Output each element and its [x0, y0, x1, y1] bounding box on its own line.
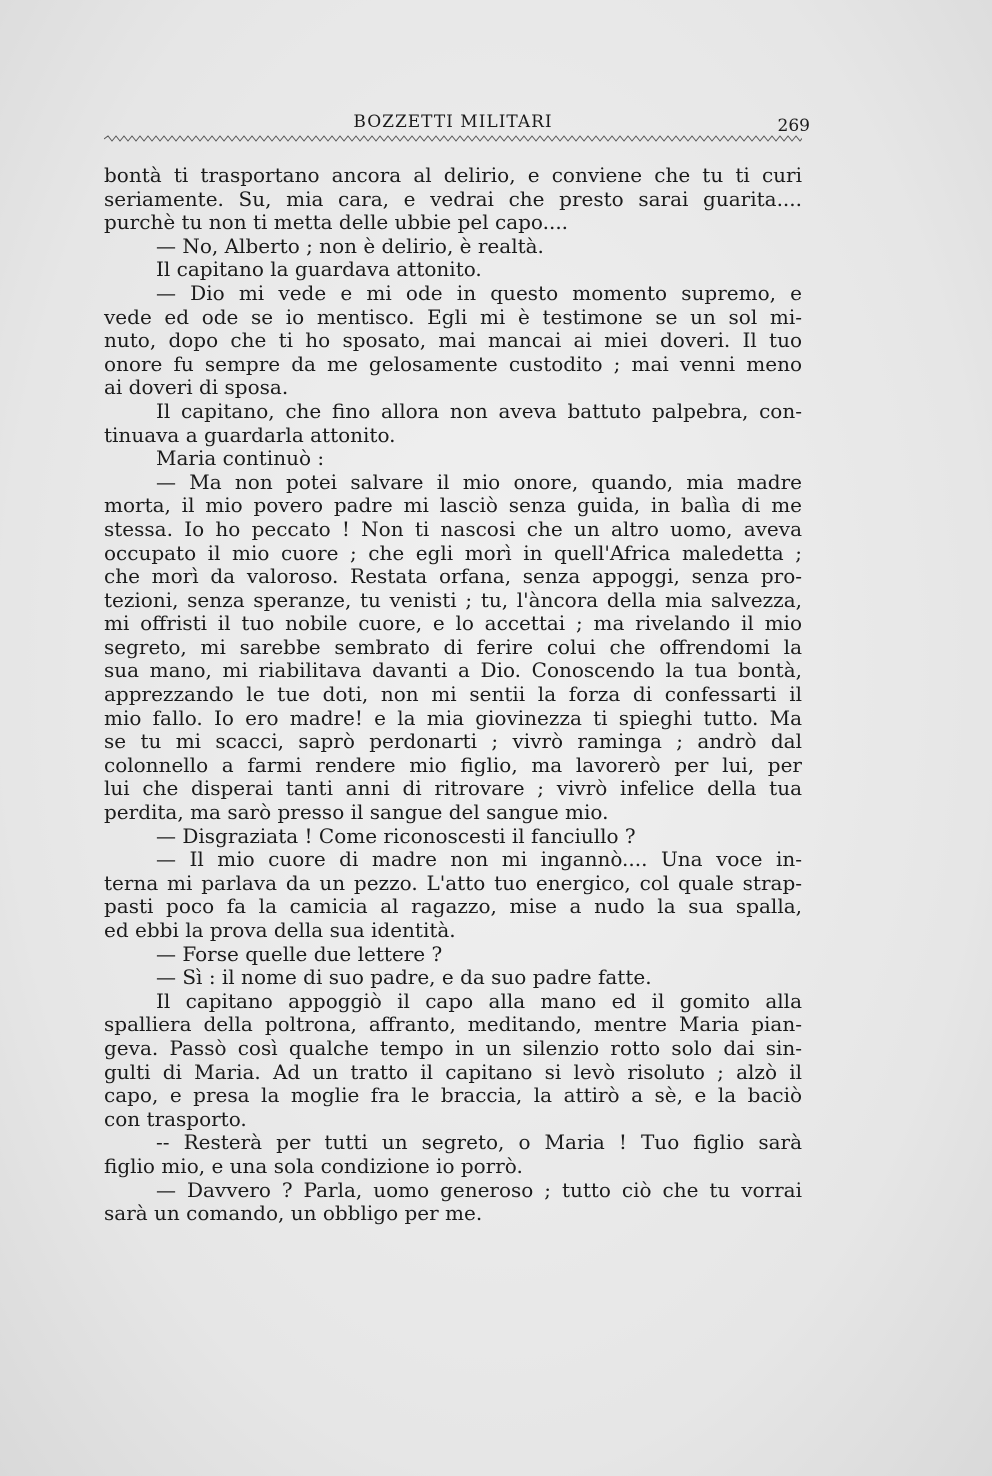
text-line: -- Resterà per tutti un segreto, o Maria ! Tuo figlio sarà: [156, 1130, 802, 1155]
text-line: spalliera della poltrona, affranto, meditando, mentre Maria pian-: [104, 1012, 802, 1037]
text-line: segreto, mi sarebbe sembrato di ferire colui che offrendomi la: [104, 634, 802, 659]
text-line: vede ed ode se io mentisco. Egli mi è testimone se un sol mi-: [104, 304, 802, 329]
text-line: mi offristi il tuo nobile cuore, e lo accettai ; ma rivelando il mio: [104, 611, 802, 636]
text-line: — Disgraziata ! Come riconoscesti il fanciullo ?: [156, 823, 636, 848]
text-line: seriamente. Su, mia cara, e vedrai che presto sarai guarita....: [104, 186, 802, 211]
text-line: morta, il mio povero padre mi lasciò senza guida, in balìa di me: [104, 493, 802, 518]
body-text: [104, 164, 802, 1226]
text-line: Maria continuò :: [156, 446, 325, 471]
text-line: lui che disperai tanti anni di ritrovare ; vivrò infelice della tua: [104, 776, 802, 801]
text-line: se tu mi scacci, saprò perdonarti ; vivrò raminga ; andrò dal: [104, 729, 802, 754]
text-line: pasti poco fa la camicia al ragazzo, mise a nudo la sua spalla,: [104, 894, 802, 919]
text-line: — Davvero ? Parla, uomo generoso ; tutto ciò che tu vorrai: [156, 1177, 802, 1202]
text-line: — Sì : il nome di suo padre, e da suo padre fatte.: [156, 965, 652, 990]
text-line: occupato il mio cuore ; che egli morì in quell'Africa maledetta ;: [104, 540, 802, 565]
text-line: tinuava a guardarla attonito.: [104, 422, 396, 447]
text-line: — Ma non potei salvare il mio onore, quando, mia madre: [156, 469, 802, 494]
text-line: — Dio mi vede e mi ode in questo momento supremo, e: [156, 280, 802, 305]
text-line: figlio mio, e una sola condizione io porrò.: [104, 1153, 523, 1178]
text-line: — Il mio cuore di madre non mi ingannò.... Una voce in-: [156, 847, 802, 872]
text-line: perdita, ma sarò presso il sangue del sangue mio.: [104, 800, 609, 825]
text-line: purchè tu non ti metta delle ubbie pel capo....: [104, 210, 569, 235]
text-line: mio fallo. Io ero madre! e la mia giovinezza ti spieghi tutto. Ma: [104, 705, 802, 730]
text-line: geva. Passò così qualche tempo in un silenzio rotto solo dai sin-: [104, 1035, 802, 1060]
text-line: sarà un comando, un obbligo per me.: [104, 1201, 483, 1226]
text-line: onore fu sempre da me gelosamente custodito ; mai venni meno: [104, 351, 802, 376]
text-line: nuto, dopo che ti ho sposato, mai mancai ai miei doveri. Il tuo: [104, 328, 802, 353]
text-line: capo, e presa la moglie fra le braccia, la attirò a sè, e la baciò: [104, 1083, 802, 1108]
text-line: stessa. Io ho peccato ! Non ti nascosi che un altro uomo, aveva: [104, 516, 802, 541]
text-line: gulti di Maria. Ad un tratto il capitano si levò risoluto ; alzò il: [104, 1059, 802, 1084]
text-line: Il capitano la guardava attonito.: [156, 257, 482, 282]
text-line: Il capitano, che fino allora non aveva battuto palpebra, con-: [156, 398, 802, 423]
page-header: [104, 112, 810, 142]
text-line: ai doveri di sposa.: [104, 375, 289, 400]
text-line: — Forse quelle due lettere ?: [156, 941, 443, 966]
text-line: ed ebbi la prova della sua identità.: [104, 918, 456, 942]
text-line: apprezzando le tue doti, non mi sentii la forza di confessarti il: [104, 682, 802, 707]
text-line: sua mano, mi riabilitava davanti a Dio. Conoscendo la tua bontà,: [104, 658, 802, 683]
text-line: colonnello a farmi rendere mio figlio, ma lavorerò per lui, per: [104, 752, 802, 777]
text-line: terna mi parlava da un pezzo. L'atto tuo energico, col quale strap-: [104, 870, 802, 895]
text-line: — No, Alberto ; non è delirio, è realtà.: [156, 233, 544, 258]
text-line: con trasporto.: [104, 1106, 247, 1131]
page-number: 269: [777, 116, 810, 136]
header-wavy-rule: [104, 134, 802, 144]
running-title: BOZZETTI MILITARI: [353, 112, 553, 132]
text-line: tezioni, senza speranze, tu venisti ; tu, l'àncora della mia salvezza,: [104, 587, 802, 612]
text-line: Il capitano appoggiò il capo alla mano ed il gomito alla: [156, 988, 802, 1013]
text-line: che morì da valoroso. Restata orfana, senza appoggi, senza pro-: [104, 564, 802, 589]
text-line: bontà ti trasportano ancora al delirio, e conviene che tu ti curi: [104, 163, 802, 187]
